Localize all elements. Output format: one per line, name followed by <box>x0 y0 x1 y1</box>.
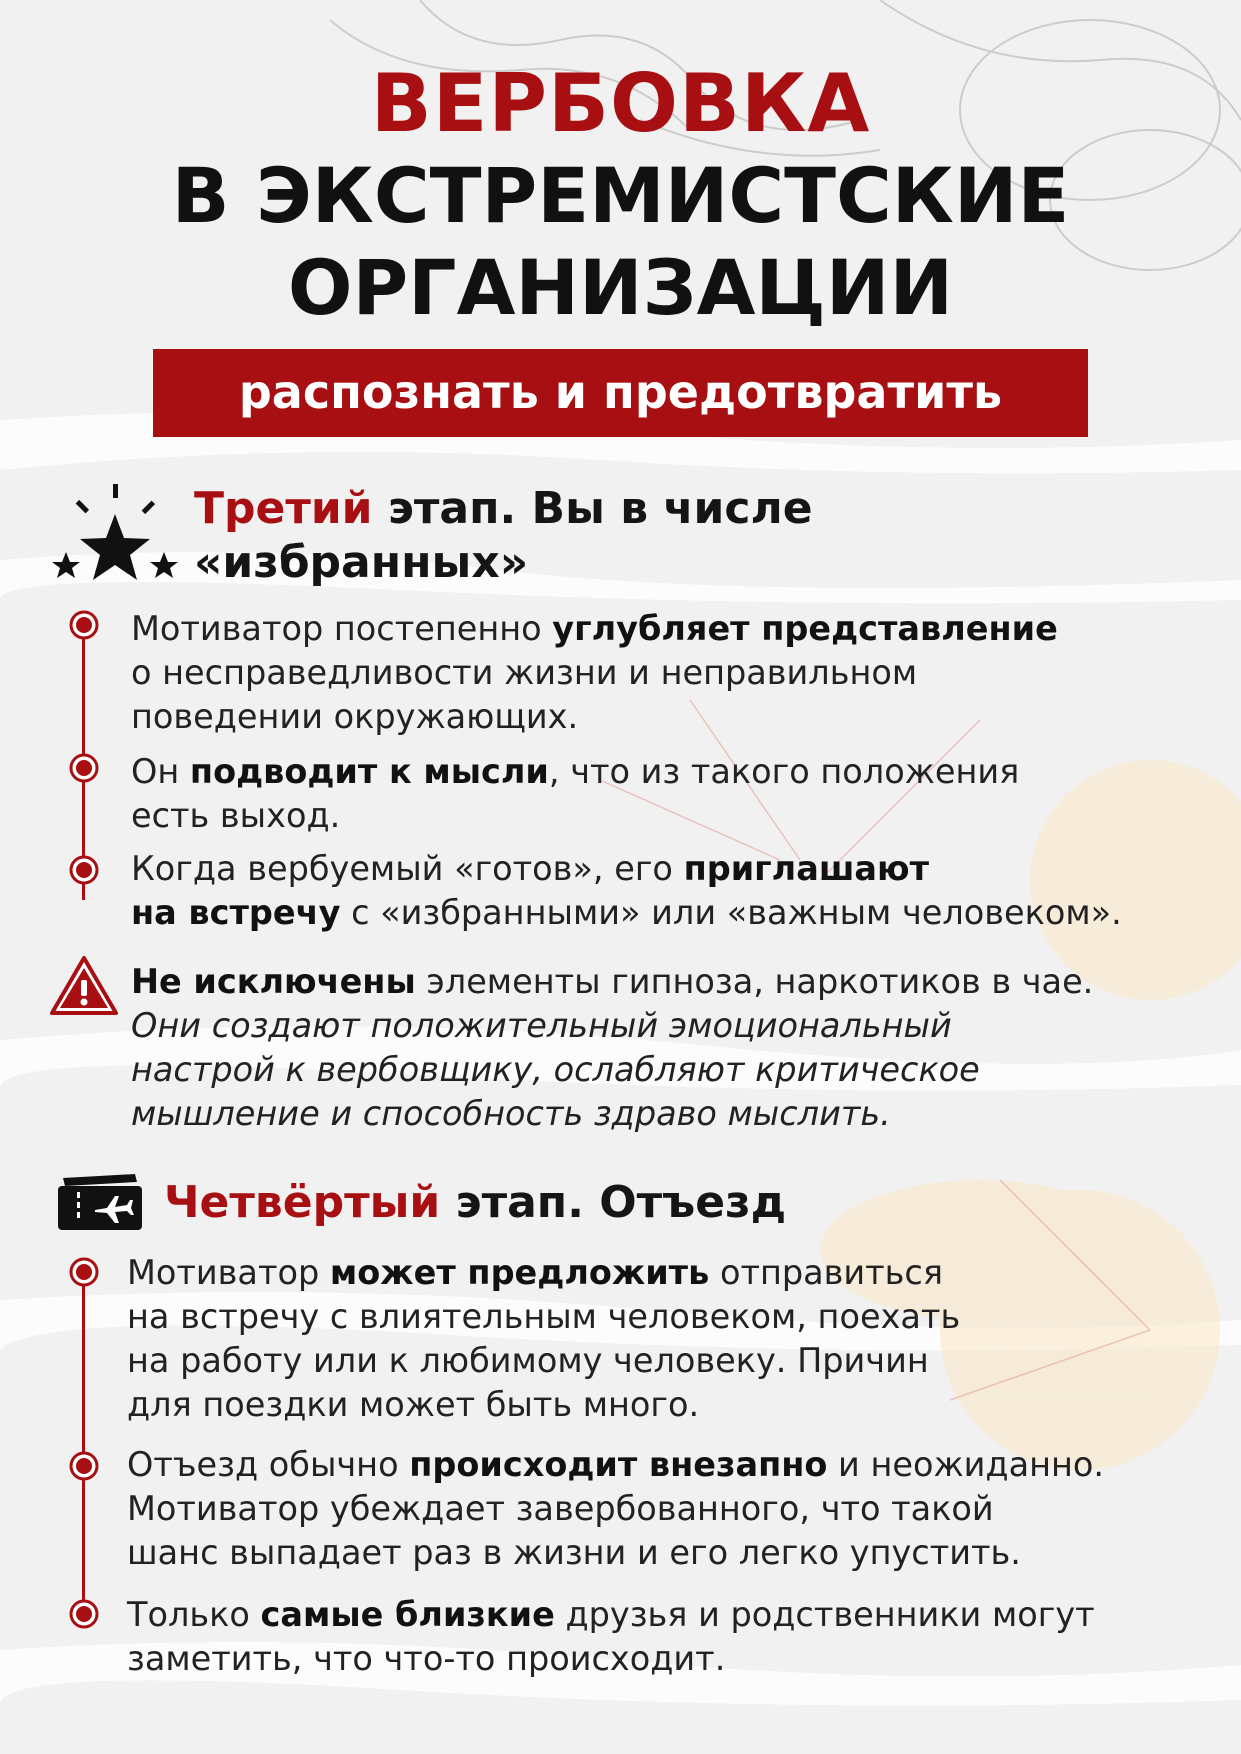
text-part: отправиться <box>709 1253 943 1292</box>
text-part: элементы гипноза, наркотиков в чае. <box>415 962 1094 1001</box>
stage3-heading <box>194 482 1094 590</box>
title-line-3: ОРГАНИЗАЦИИ <box>287 243 954 332</box>
text-part: Он <box>131 752 190 791</box>
stage3-item-3 <box>131 847 1231 935</box>
stage4-heading-rest: этап. Отъезд <box>440 1177 787 1228</box>
ticket-plane-icon <box>55 1172 145 1234</box>
text-part: Отъезд обычно <box>127 1445 410 1484</box>
text-part: Только <box>127 1595 261 1634</box>
bullet-marker <box>69 1257 99 1287</box>
bold-part: самые близкие <box>260 1595 555 1634</box>
stage3-item-1 <box>131 607 1231 739</box>
bullet-marker <box>69 855 99 885</box>
text-line: заметить, что что-то происходит. <box>127 1639 726 1678</box>
stage3-item-2 <box>131 750 1231 838</box>
stage4-heading <box>164 1176 1064 1230</box>
text-part: и неожиданно. <box>827 1445 1105 1484</box>
stage4-item-2 <box>127 1443 1227 1575</box>
title-line-1: ВЕРБОВКА <box>370 57 871 150</box>
italic-line: мышление и способность здраво мыслить. <box>131 1094 891 1133</box>
subtitle-banner: распознать и предотвратить <box>153 349 1088 437</box>
text-part: , что из такого положения <box>548 752 1020 791</box>
italic-line: настрой к вербовщику, ослабляют критическое <box>131 1050 980 1089</box>
text-line: о несправедливости жизни и неправильном <box>131 653 918 692</box>
bold-part: происходит внезапно <box>409 1445 828 1484</box>
bold-part: на встречу <box>131 893 341 932</box>
italic-line: Они создают положительный эмоциональный <box>131 1006 952 1045</box>
bold-part: приглашают <box>683 849 929 888</box>
bold-part: Не исключены <box>131 962 416 1001</box>
text-line: Мотиватор убеждает завербованного, что такой <box>127 1489 994 1528</box>
text-part: Мотиватор <box>127 1253 330 1292</box>
bold-part: подводит к мысли <box>189 752 549 791</box>
stage4-item-1 <box>127 1251 1227 1427</box>
stage3-heading-accent: Третий <box>194 483 373 534</box>
warning-icon <box>49 955 119 1017</box>
stage3-heading-line2: «избранных» <box>194 537 529 588</box>
text-line: есть выход. <box>131 796 341 835</box>
stage4-heading-accent: Четвёртый <box>164 1177 441 1228</box>
text-line: поведении окружающих. <box>131 697 579 736</box>
stars-icon <box>50 478 180 588</box>
text-line: для поездки может быть много. <box>127 1385 700 1424</box>
stage4-item-3 <box>127 1593 1227 1681</box>
text-line: шанс выпадает раз в жизни и его легко упустить. <box>127 1533 1021 1572</box>
bullet-marker <box>69 1599 99 1629</box>
bold-part: может предложить <box>329 1253 710 1292</box>
bullet-marker <box>69 610 99 640</box>
text-line: на встречу с влиятельным человеком, поехать <box>127 1297 961 1336</box>
text-line: на работу или к любимому человеку. Причин <box>127 1341 929 1380</box>
text-part: Когда вербуемый «готов», его <box>131 849 684 888</box>
text-part: с «избранными» или «важным человеком». <box>340 893 1122 932</box>
text-part: Мотиватор постепенно <box>131 609 553 648</box>
bullet-marker <box>69 753 99 783</box>
title-line-2: В ЭКСТРЕМИСТСКИЕ <box>171 151 1070 240</box>
stage4-timeline <box>82 1275 85 1615</box>
bullet-marker <box>69 1451 99 1481</box>
stage3-heading-rest: этап. Вы в числе <box>372 483 813 534</box>
text-part: друзья и родственники могут <box>554 1595 1095 1634</box>
warning-note <box>131 960 1231 1136</box>
bold-part: углубляет представление <box>552 609 1058 648</box>
